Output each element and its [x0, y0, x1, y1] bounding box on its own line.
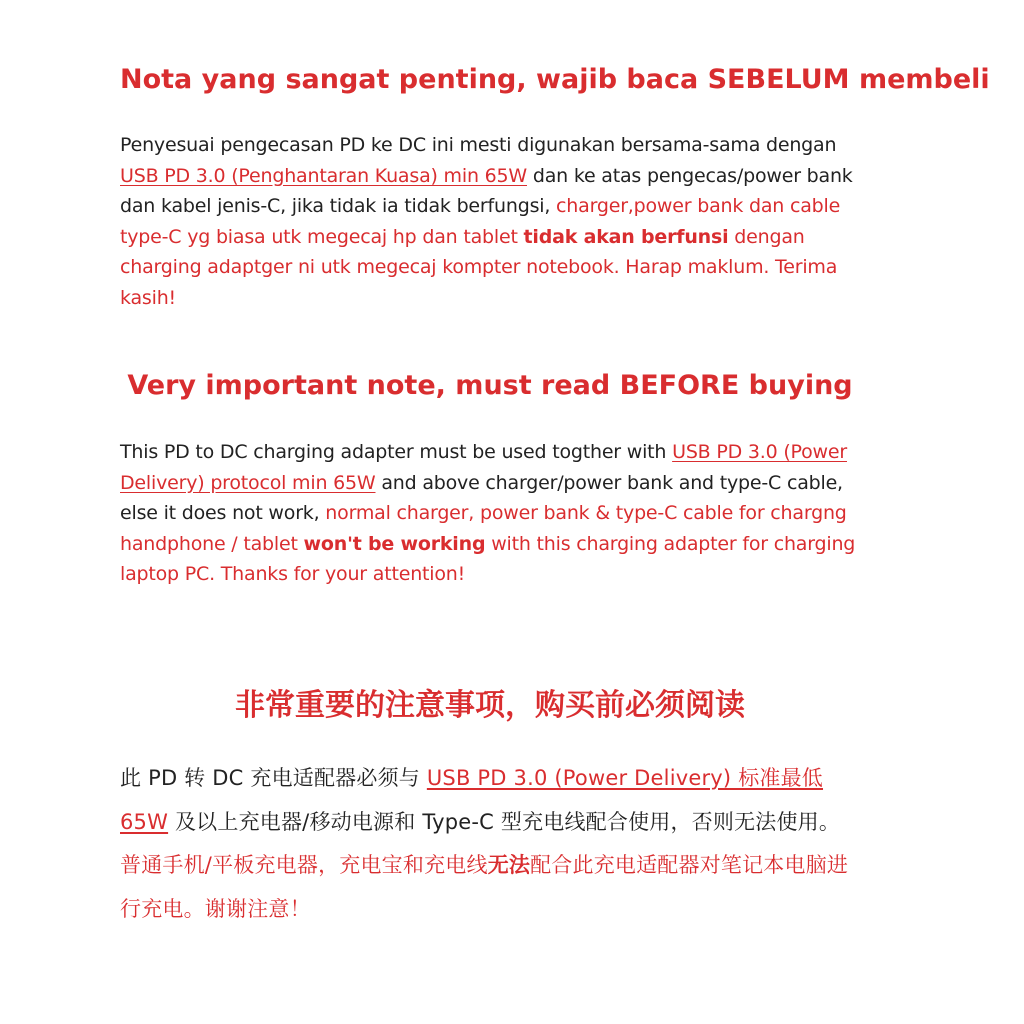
malay-paragraph: [120, 130, 860, 313]
english-warning-1: normal charger, power bank & type-C cable for chargng handphone / tablet: [120, 502, 847, 555]
chinese-spec-link[interactable]: USB PD 3.0 (Power Delivery) 标准最低 65W: [120, 766, 824, 834]
english-warning-bold: won't be working: [303, 532, 486, 555]
malay-warning-1: charger,power bank dan cable type-C yg biasa utk megecaj hp dan tablet: [120, 195, 841, 248]
malay-title: Nota yang sangat penting, wajib baca SEBELUM membeli: [120, 64, 990, 95]
malay-spec-link[interactable]: USB PD 3.0 (Penghantaran Kuasa) min 65W: [120, 164, 527, 187]
malay-text-1: Penyesuai pengecasan PD ke DC ini mesti digunakan bersama-sama dengan: [120, 134, 837, 156]
chinese-text-1: 此 PD 转 DC 充电适配器必须与: [120, 766, 427, 790]
english-warning-2: with this charging adapter for charging laptop PC. Thanks for your attention!: [120, 532, 856, 585]
chinese-warning-2: 配合此充电适配器对笔记本电脑进行充电。谢谢注意！: [120, 853, 849, 921]
english-text-1: This PD to DC charging adapter must be used togther with: [120, 441, 673, 463]
chinese-warning-1: 普通手机/平板充电器，充电宝和充电线: [120, 853, 488, 877]
english-spec-link[interactable]: USB PD 3.0 (Power Delivery) protocol min 65W: [120, 441, 847, 494]
malay-warning-2: dengan charging adaptger ni utk megecaj kompter notebook. Harap maklum. Terima kasih!: [120, 225, 838, 309]
chinese-title: 非常重要的注意事项，购买前必须阅读: [235, 688, 745, 723]
chinese-paragraph: [120, 757, 860, 931]
english-text-2: and above charger/power bank and type-C cable, else it does not work,: [120, 471, 843, 524]
malay-text-2: dan ke atas pengecas/power bank dan kabel jenis-C, jika tidak ia tidak berfungsi,: [120, 164, 853, 217]
malay-warning-bold: tidak akan berfunsi: [523, 225, 729, 248]
chinese-warning-bold: 无法: [487, 853, 531, 877]
english-title: Very important note, must read BEFORE buying: [127, 370, 853, 401]
chinese-text-2: 及以上充电器/移动电源和 Type-C 型充电线配合使用，否则无法使用。: [168, 809, 841, 834]
english-paragraph: [120, 437, 860, 590]
